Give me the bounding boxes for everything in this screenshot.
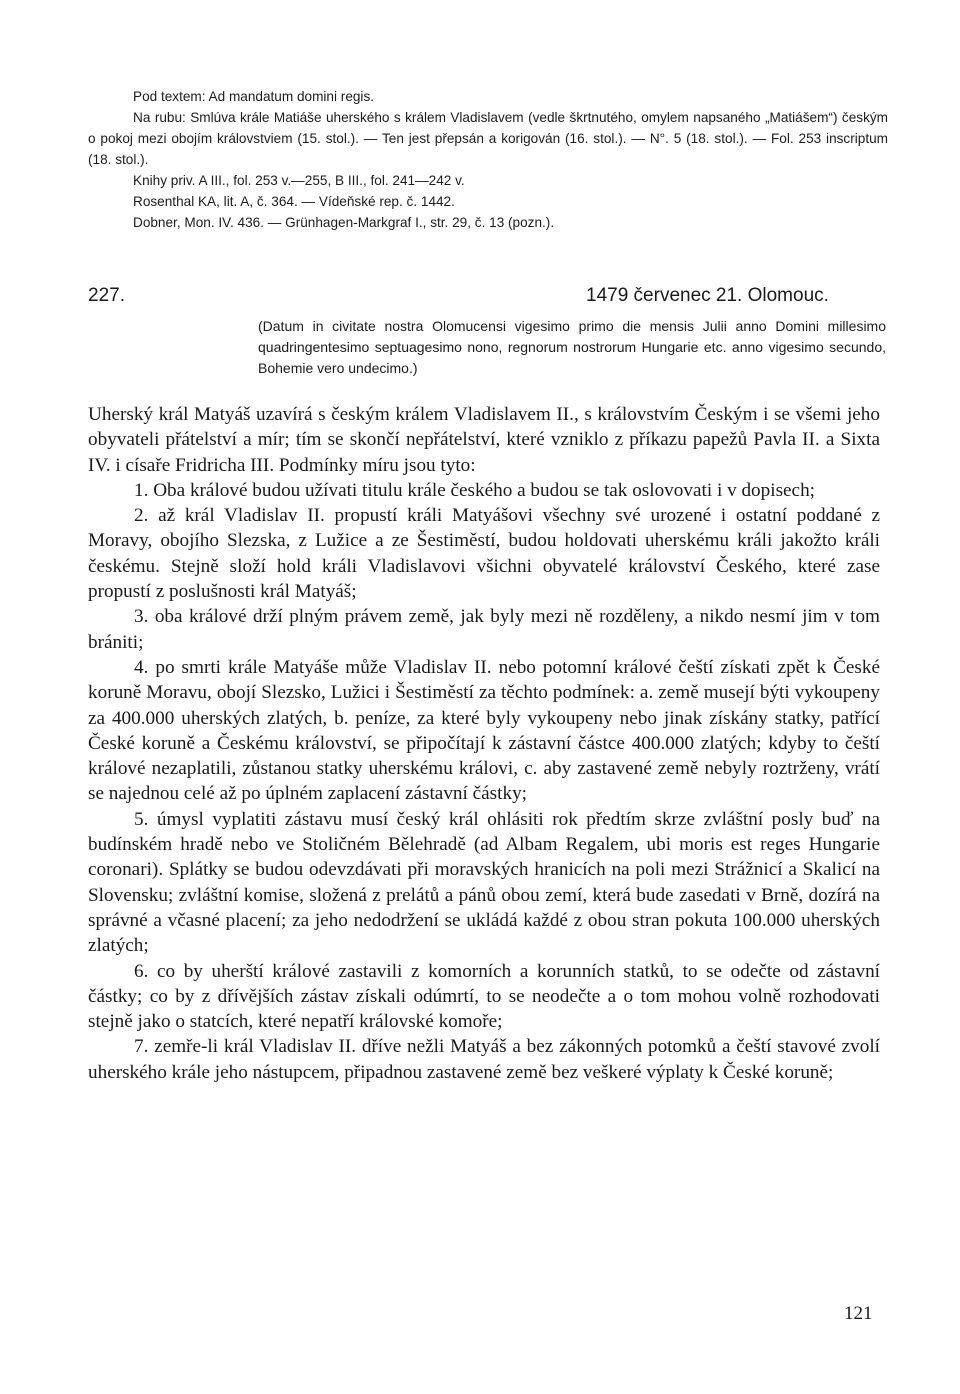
regest-clause: 4. po smrti krále Matyáše může Vladislav II. nebo potomní králové čeští získati zpět k České koruně Moravu, obojí Slezsko, Lužici i Šestiměstí za těchto podmínek: a. země musejí býti vykoupeny za 400.000 uherských zlatých, b. peníze, za které byly vykoupeny nebo jinak získány statky, patřící České koruně a Českému království, se připočítají k zástavní částce 400.000 zlatých; kdyby to čeští králové nezaplatili, zůstanou statky uherskému královi, c. aby zastavené země nebyly roztrženy, vrátí se najednou celé až po úplném zaplacení zástavní částky; <box>88 656 880 805</box>
latin-datum <box>258 316 886 380</box>
regest-clause: 6. co by uherští králové zastavili z komorních a korunních statků, to se odečte od zástavní částky; co by z dřívějších zástav získali odúmrtí, to se neodečte a o tom mohou volně rozhodovati stejně jako o statcích, které nepatří královské komoře; <box>88 960 880 1033</box>
regest-clause: 5. úmysl vyplatiti zástavu musí český král ohlásiti rok předtím skrze zvláštní posly buď na budínském hradě nebo ve Stoličném Bělehradě (ad Albam Regalem, ubi moris est reges Hungarie coronari). Splátky se budou odevzdávati při moravských hranicích na poli mezi Strážnicí a Skalicí na Slovensku; zvláštní komise, složená z prelátů a pánů obou zemí, která bude zasedati v Brně, dozírá na správné a včasné placení; za jeho nedodržení se ukládá každé z obou stran pokuta 100.000 uherských zlatých; <box>88 808 880 957</box>
note-under-text: Pod textem: Ad mandatum domini regis. <box>133 89 375 104</box>
regest-clause: 3. oba králové drží plným právem země, jak byly mezi ně rozděleny, a nikdo nesmí jim v tom brániti; <box>88 606 880 653</box>
page-number: 121 <box>844 1303 873 1324</box>
source-line: Rosenthal KA, lit. A, č. 364. — Vídeňské rep. č. 1442. <box>133 194 455 209</box>
regest-clause: 1. Oba králové budou užívati titulu krále českého a budou se tak oslovovati i v dopisech; <box>134 479 815 501</box>
regest-intro: Uherský král Matyáš uzavírá s českým králem Vladislavem II., s královstvím Českým i se všemi jeho obyvateli přátelství a mír; tím se skončí nepřátelství, které vzniklo z příkazu papežů Pavla II. a Sixta IV. i císaře Fridricha III. Podmínky míru jsou tyto: <box>88 404 880 476</box>
document-number: 227. <box>88 285 125 306</box>
regest-clause: 2. až král Vladislav II. propustí králi Matyášovi všechny své urozené i ostatní poddané z Moravy, obojího Slezska, z Lužice a ze Šestiměstí, budou holdovati uherskému králi jakožto králi českému. Stejně složí hold králi Vladislavovi všichni obyvatelé království Českého, které zase propustí z poslušnosti král Matyáš; <box>88 505 880 603</box>
source-line: Knihy priv. A III., fol. 253 v.—255, B III., fol. 241—242 v. <box>133 173 465 188</box>
note-verso: Na rubu: Smlúva krále Matiáše uherského s králem Vladislavem (vedle škrtnutého, omylem napsaného „Matiášem“) českým o pokoj mezi obojím královstviem (15. stol.). — Ten jest přepsán a korigován (16. stol.). — N°. 5 (18. stol.). — Fol. 253 inscriptum (18. stol.). <box>88 110 888 167</box>
latin-datum-text: (Datum in civitate nostra Olomucensi vigesimo primo die mensis Julii anno Domini millesimo quadringentesimo septuagesimo nono, regnorum nostrorum Hungarie etc. anno vigesimo secundo, Bohemie vero undecimo.) <box>258 318 886 377</box>
document-date-place: 1479 červenec 21. Olomouc. <box>586 285 829 306</box>
source-references <box>88 170 888 233</box>
regest-clause: 7. zemře-li král Vladislav II. dříve nežli Matyáš a bez zákonných potomků a čeští stavové zvolí uherského krále jeho nástupcem, připadnou zastavené země bez veškeré výplaty k České koruně; <box>88 1036 880 1083</box>
archival-notes <box>88 86 888 233</box>
regest-body <box>88 402 880 1085</box>
source-line: Dobner, Mon. IV. 436. — Grünhagen-Markgraf I., str. 29, č. 13 (pozn.). <box>133 215 555 230</box>
